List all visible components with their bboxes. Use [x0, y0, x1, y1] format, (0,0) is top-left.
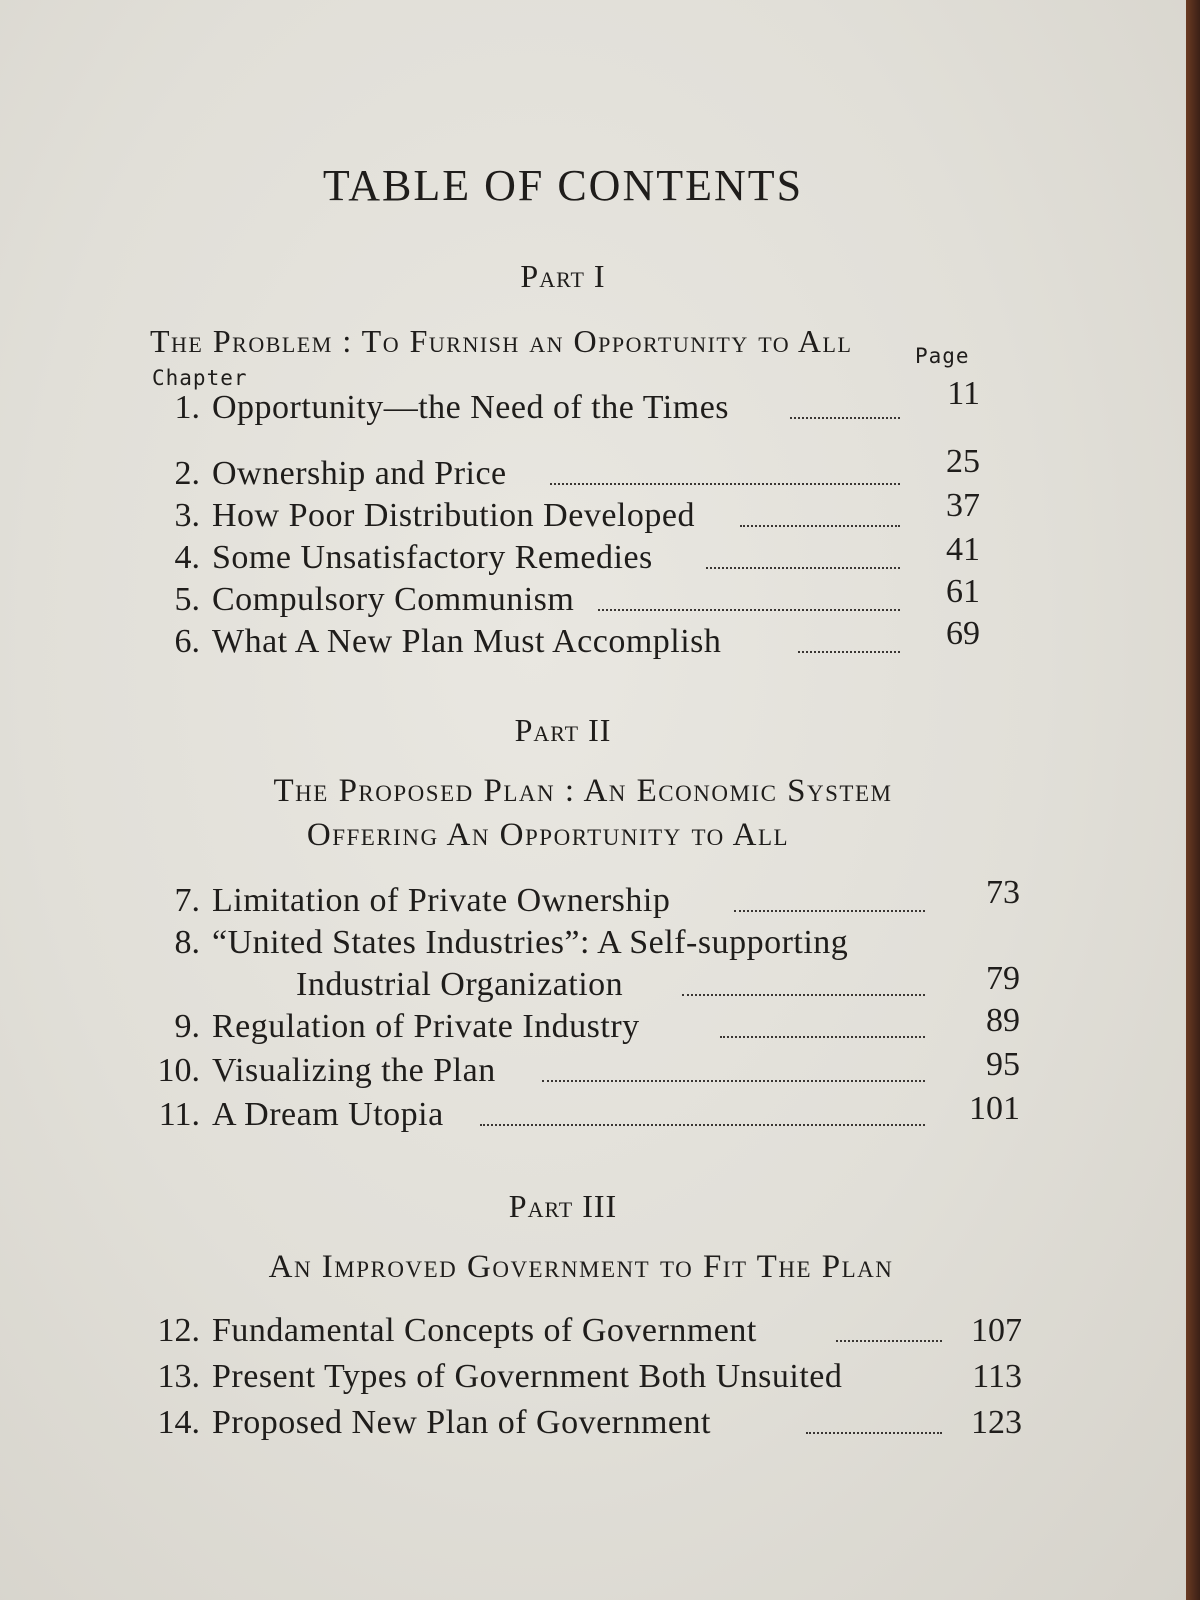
chapter-title: Opportunity—the Need of the Times	[212, 389, 730, 426]
chapter-title: What A New Plan Must Accomplish	[212, 623, 722, 660]
chapter-page: 37	[946, 487, 980, 524]
book-edge	[1186, 0, 1200, 1600]
chapter-title: Some Unsatisfactory Remedies	[212, 539, 653, 576]
chapter-number: 6.	[174, 623, 200, 660]
chapter-number: 11.	[158, 1096, 200, 1133]
chapter-page: 69	[946, 615, 980, 652]
chapter-title: Proposed New Plan of Government	[212, 1404, 711, 1441]
chapter-page: 107	[971, 1312, 1022, 1349]
dot-leader	[806, 1432, 942, 1434]
chapter-number: 13.	[157, 1358, 200, 1395]
dot-leader	[734, 910, 925, 912]
chapter-page: 113	[972, 1358, 1022, 1395]
chapter-page: 11	[947, 375, 980, 412]
dot-leader	[480, 1124, 925, 1126]
chapter-page: 101	[969, 1090, 1020, 1127]
chapter-page: 61	[946, 573, 980, 610]
chapter-page: 41	[946, 531, 980, 568]
dot-leader	[598, 609, 900, 611]
chapter-number: 8.	[174, 924, 200, 961]
chapter-title: “United States Industries”: A Self-supporting	[212, 924, 849, 961]
toc-entry-10[interactable]	[150, 1046, 1020, 1092]
dot-leader	[836, 1340, 942, 1342]
toc-entry-4[interactable]	[150, 531, 980, 579]
chapter-number: 1.	[174, 389, 200, 426]
toc-entry-13[interactable]	[150, 1356, 1022, 1398]
chapter-page: 89	[986, 1002, 1020, 1039]
chapter-title: Limitation of Private Ownership	[212, 882, 671, 919]
chapter-title: Fundamental Concepts of Government	[212, 1312, 757, 1349]
part-2-subtitle-line-1: The Proposed Plan : An Economic System	[273, 773, 893, 809]
part-1-heading: Part I	[520, 258, 606, 294]
chapter-page: 25	[946, 443, 980, 480]
toc-entry-11[interactable]	[150, 1090, 1020, 1136]
part-3-heading: Part III	[508, 1188, 618, 1224]
chapter-number: 3.	[174, 497, 200, 534]
toc-entry-3[interactable]	[150, 487, 980, 537]
chapter-title: Present Types of Government Both Unsuited	[212, 1358, 843, 1395]
dot-leader	[542, 1080, 925, 1082]
dot-leader	[790, 417, 900, 419]
dot-leader	[682, 994, 925, 996]
page-title: TABLE OF CONTENTS	[322, 161, 804, 210]
chapter-title: How Poor Distribution Developed	[212, 497, 695, 534]
toc-entry-14[interactable]	[150, 1402, 1022, 1444]
chapter-number: 12.	[157, 1312, 200, 1349]
chapter-number: 10.	[157, 1052, 200, 1089]
dot-leader	[740, 525, 900, 527]
toc-entry-8[interactable]	[150, 922, 1020, 964]
toc-entry-9[interactable]	[150, 1002, 1020, 1048]
part-3-subtitle: An Improved Government to Fit The Plan	[268, 1249, 894, 1285]
part-1-subtitle: The Problem : To Furnish an Opportunity to All	[150, 323, 853, 359]
chapter-title: Ownership and Price	[212, 455, 507, 492]
chapter-title: Visualizing the Plan	[212, 1052, 496, 1089]
chapter-page: 79	[986, 960, 1020, 997]
chapter-page: 73	[986, 874, 1020, 911]
chapter-title: A Dream Utopia	[212, 1096, 444, 1133]
chapter-number: 7.	[174, 882, 200, 919]
toc-entry-2[interactable]	[150, 443, 980, 495]
chapter-number: 2.	[174, 455, 200, 492]
toc-entry-12[interactable]	[150, 1310, 1022, 1352]
dot-leader	[798, 651, 900, 653]
chapter-number: 4.	[174, 539, 200, 576]
dot-leader	[720, 1036, 925, 1038]
chapter-title-continuation: Industrial Organization	[296, 966, 624, 1003]
chapter-column-label: Chapter	[152, 366, 248, 390]
chapter-title: Compulsory Communism	[212, 581, 575, 618]
page-column-label: Page	[915, 344, 970, 368]
toc-entry-7[interactable]	[150, 874, 1020, 922]
chapter-number: 14.	[157, 1404, 200, 1441]
dot-leader	[706, 567, 900, 569]
chapter-page: 123	[971, 1404, 1022, 1441]
part-2-subtitle-line-2: Offering An Opportunity to All	[306, 817, 790, 853]
chapter-number: 9.	[174, 1008, 200, 1045]
toc-entry-5[interactable]	[150, 573, 980, 621]
chapter-number: 5.	[174, 581, 200, 618]
chapter-title: Regulation of Private Industry	[212, 1008, 640, 1045]
dot-leader	[550, 483, 900, 485]
toc-entry-8-continuation[interactable]	[150, 960, 1020, 1006]
part-2-heading: Part II	[514, 712, 612, 748]
toc-entry-6[interactable]	[150, 615, 980, 663]
chapter-page: 95	[986, 1046, 1020, 1083]
